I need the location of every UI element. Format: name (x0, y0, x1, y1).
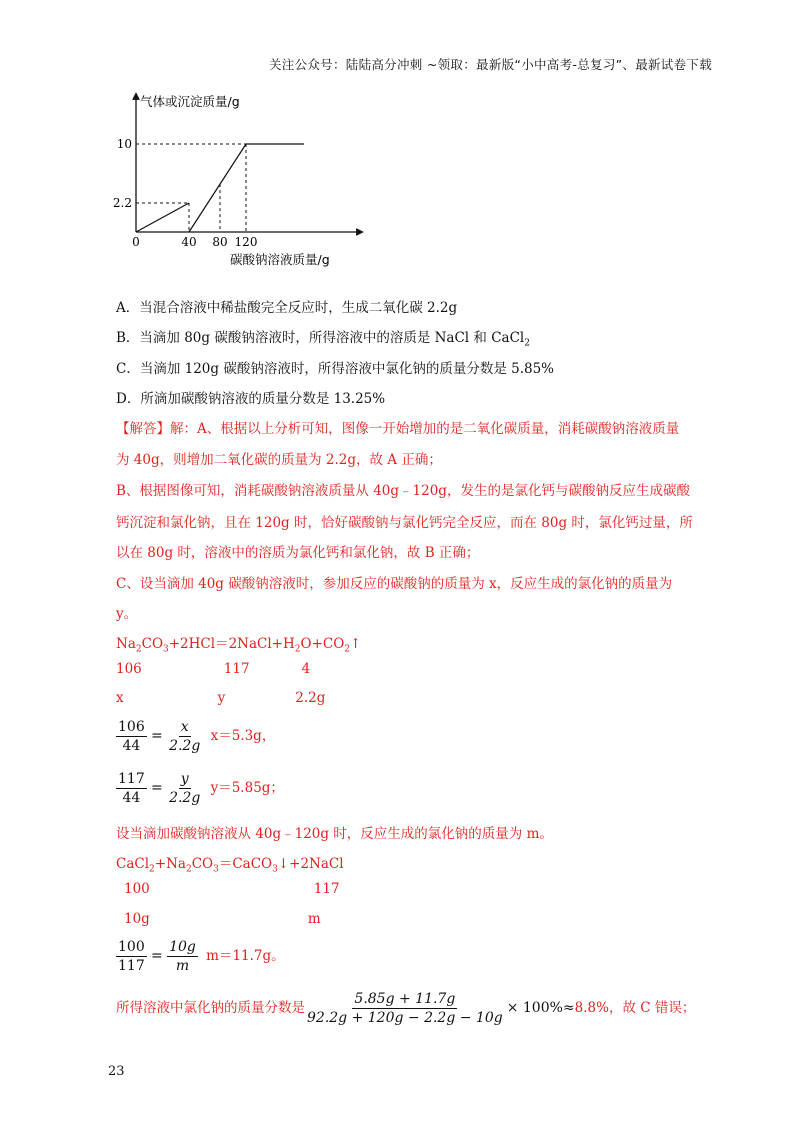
equation-1-row-1: 106 117 4 (116, 661, 311, 677)
equation-1: $Na_2CO_3+2HCl=2NaCl+H_2O+CO_2↑$ (116, 636, 362, 655)
y-axis-label: 气体或沉淀质量/g (140, 94, 240, 109)
y-tick-label: 2.2 (112, 196, 132, 210)
option-a: A．当混合溶液中稀盐酸完全反应时，生成二氧化碳 2.2g (116, 300, 458, 316)
x-tick-label: 40 (181, 235, 197, 249)
answer-p3b: y。 (116, 606, 138, 622)
fraction-2: $\frac{117}{44}$ = $\frac{y}{2.2g}$ y＝5.85g； (118, 771, 284, 806)
series-1-segment-0 (189, 144, 246, 232)
answer-p1b: 为 40g，则增加二氧化碳的质量为 2.2g，故 A 正确； (116, 452, 442, 468)
page-header: 关注公众号：陆陆高分冲刺 ~领取：最新版“小中高考-总复习”、最新试卷下载 (268, 57, 712, 72)
reaction-chart (110, 92, 370, 272)
x-tick-label: 80 (212, 235, 228, 249)
answer-p3a: C、设当滴加 40g 碳酸钠溶液时，参加反应的碳酸钠的质量为 x，反应生成的氯化钠的质量为 (116, 576, 673, 592)
answer-p2c: 以在 80g 时，溶液中的溶质为氯化钙和氯化钠，故 B 正确； (116, 545, 480, 561)
answer-p2b: 钙沉淀和氯化钠，且在 120g 时，恰好碳酸钠与氯化钙完全反应，而在 80g 时，氯化钙过量，所 (116, 515, 693, 531)
equation-2-row-1: 100 117 (124, 881, 340, 897)
answer-p2a: B、根据图像可知，消耗碳酸钠溶液质量从 40g﹣120g，发生的是氯化钙与碳酸钠反应生成碳酸 (116, 483, 690, 499)
answer-p1a: 【解答】解：A、根据以上分析可知，图像一开始增加的是二氧化碳质量，消耗碳酸钠溶液质量 (116, 421, 680, 437)
fraction-1: $\frac{106}{44}$ = $\frac{x}{2.2g}$ x＝5.3g， (118, 719, 276, 754)
option-d: D．所滴加碳酸钠溶液的质量分数是 13.25% (116, 391, 386, 407)
answer-p5: 所得溶液中氯化钠的质量分数是 $\frac{5.85g + 11.7g}{92.2g + 120g - 2.2g - 10g}$ × 100%≈8.8%，故 C 错误； (116, 991, 696, 1026)
x-tick-label: 120 (234, 235, 258, 249)
series-0-segment-0 (136, 203, 189, 232)
x-axis-label: 碳酸钠溶液质量/g (230, 252, 330, 267)
page-number: 23 (108, 1064, 125, 1079)
option-c: C．当滴加 120g 碳酸钠溶液时，所得溶液中氯化钠的质量分数是 5.85% (116, 361, 554, 377)
x-tick-label: 0 (132, 235, 140, 249)
equation-2: $CaCl_2+Na_2CO_3=CaCO_3↓+2NaCl$ (116, 856, 344, 875)
option-b: B．当滴加 80g 碳酸钠溶液时，所得溶液中的溶质是 NaCl 和 CaCl$_2$ (116, 330, 530, 349)
answer-p4: 设当滴加碳酸钠溶液从 40g﹣120g 时，反应生成的氯化钠的质量为 m。 (116, 826, 553, 842)
equation-2-row-2: 10g m (124, 911, 321, 927)
fraction-3: $\frac{100}{117}$ = $\frac{10g}{m}$ m＝11.7g。 (118, 939, 285, 974)
equation-1-row-2: x y 2.2g (116, 690, 326, 706)
y-tick-label: 10 (116, 137, 132, 151)
